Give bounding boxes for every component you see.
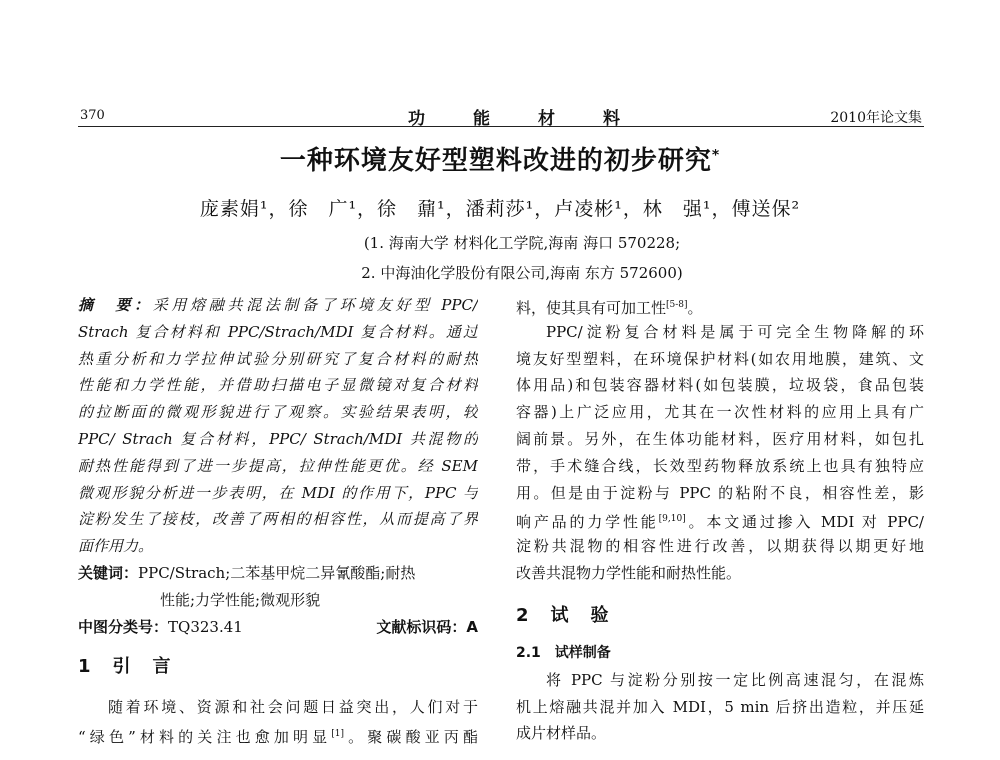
affiliation-2: 2. 中海油化学股份有限公司,海南 东方 572600) [361,264,683,282]
paper-title: 一种环境友好型塑料改进的初步研究* [279,146,721,176]
citation: [1] [331,729,345,740]
page-number: 370 [80,108,105,123]
document-code: 文献标识码：A [376,617,478,636]
right-column [516,292,924,747]
body-line: 容器)上广泛应用，尤其在一次性材料的应用上具有广 [516,403,924,422]
classification [78,614,478,641]
subsection-heading-sample-preparation: 2.1 试样制备 [516,644,611,661]
title-footnote-mark: * [711,147,721,164]
journal-name: 功能材料 [408,109,668,129]
abstract-line: PPC/ Strach 复合材料，PPC/ Strach/MDI 共混物的 [78,429,478,448]
abstract-line: 热重分析和力学拉伸试验分别研究了复合材料的耐热 [78,349,478,368]
body-line: 将 PPC 与淀粉分别按一定比例高速混匀，在混炼 [546,670,924,689]
body-line: 体用品)和包装容器材料(如包装膜，垃圾袋，食品包装 [516,376,924,395]
abstract-line: 微观形貌分析进一步表明，在 MDI 的作用下，PPC 与 [78,483,478,502]
citation: [5-8] [666,300,688,310]
body-line: 成片材样品。 [516,724,607,743]
abstract-line: 耐热性能得到了进一步提高，拉伸性能更优。经 SEM [78,456,478,475]
abstract-line: 面作用力。 [78,537,154,556]
keywords-label: 关键词： [78,563,139,582]
author-list: 庞素娟¹，徐 广¹，徐 鼐¹，潘莉莎¹，卢凌彬¹，林 强¹，傅送保² [199,198,801,220]
abstract [78,292,478,560]
body-line: 淀粉共混物的相容性进行改善，以期获得以期更好地 [516,537,924,556]
body-line: PPC/淀粉复合材料是属于可完全生物降解的环 [546,322,924,341]
body-line: 阔前景。另外，在生体功能材料，医疗用材料，如包扎 [516,429,924,448]
abstract-line: 淀粉发生了接枝，改善了两相的相容性，从而提高了界 [78,510,478,529]
abstract-line: 的拉断面的微观形貌进行了观察。实验结果表明，较 [78,403,478,422]
keywords: 关键词：PPC/Strach;二苯基甲烷二异氰酸酯;耐热 [78,563,416,582]
affiliation-1: (1. 海南大学 材料化工学院,海南 海口 570228; [363,234,681,252]
body-line: 用。但是由于淀粉与 PPC 的粘附不良，相容性差，影 [516,483,924,502]
body-line: 境友好型塑料，在环境保护材料(如农用地膜，建筑、文 [516,349,924,368]
left-column [78,292,478,748]
body-line: 料，使其具有可加工性[5-8]。 [516,299,703,317]
body-line: 带，手术缝合线，长效型药物释放系统上也具有独特应 [516,456,924,475]
body-line: 响产品的力学性能[9,10]。本文通过掺入 MDI 对 PPC/ [516,513,924,532]
running-header [78,104,924,127]
citation: [9,10] [658,514,686,525]
abstract-line: 摘 要：采用熔融共混法制备了环境友好型 PPC/ [78,296,478,314]
body-line: 机上熔融共混并加入 MDI，5 min 后挤出造粒，并压延 [516,697,924,716]
body-line: 改善共混物力学性能和耐热性能。 [516,563,742,582]
body-line: 随着环境、资源和社会问题日益突出，人们对于 [108,698,478,717]
keywords-continued: 性能;力学性能;微观形貌 [160,590,321,609]
abstract-line: 性能和力学性能，并借助扫描电子显微镜对复合材料 [78,376,478,395]
section-heading-experiment: 2 试 验 [516,604,611,626]
classification-value: TQ323.41 [168,617,243,636]
collection-name: 2010年论文集 [830,110,922,126]
section-heading-introduction: 1 引 言 [78,656,173,678]
classification-label: 中图分类号： [78,617,169,636]
abstract-line: Strach 复合材料和 PPC/Strach/MDI 复合材料。通过 [78,322,478,341]
body-line: “绿色”材料的关注也愈加明显[1]。聚碳酸亚丙酯 [78,728,478,747]
abstract-label: 摘 要： [78,296,153,314]
